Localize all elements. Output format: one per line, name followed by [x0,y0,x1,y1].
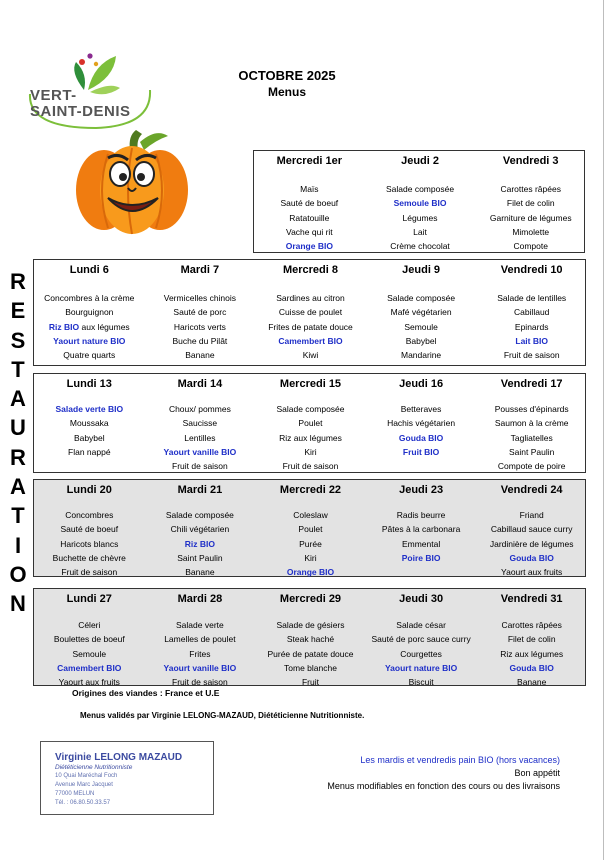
menu-item: Orange BIO [286,567,335,578]
enjoy-note: Bon appétit [514,768,560,778]
menu-item: Salade composée [386,184,455,194]
day-header: Lundi 20 [66,484,112,496]
menu-item [34,459,145,473]
day-column [476,374,587,473]
menu-item: Quatre quarts [63,350,116,361]
menu-item: Friand [519,510,544,520]
menu-item: Sauté de porc [173,307,227,318]
menu-item: Pousses d'épinards [494,404,569,414]
menu-item: Riz aux légumes [279,432,342,443]
day-header: Jeudi 23 [399,484,444,496]
footer-notes [260,754,560,793]
menu-item [34,320,145,334]
day-column [34,480,145,579]
day-column [145,480,256,579]
menu-item: Sauté de porc sauce curry [371,634,471,645]
menu-item: Orange BIO [285,241,333,252]
menu-item: Epinards [514,321,549,332]
menu-item: Sauté de boeuf [60,524,119,535]
menu-item: Sardines au citron [276,293,345,303]
menu-item: Purée de patate douce [267,648,354,659]
menu-item: Lentilles [184,432,216,443]
menu-item: Saint Paulin [509,446,555,457]
menu-item: Mafé végétarien [390,307,452,318]
menu-item: Tome blanche [284,662,337,673]
day-header: Vendredi 24 [500,484,563,496]
day-header: Mercredi 8 [282,264,338,276]
menu-item: Frites de patate douce [268,321,353,332]
menu-item: Salade composée [276,404,345,414]
vertical-letter: I [14,532,22,558]
origins-note: Origines des viandes : France et U.E [72,688,220,698]
day-column [255,480,366,579]
menu-item: Filet de colin [506,198,555,209]
vertical-label-restauration [8,267,28,619]
menu-item: Lait BIO [515,335,548,346]
day-header: Jeudi 30 [399,593,444,605]
menu-item: Poire BIO [401,552,441,563]
menu-item: Fruit de saison [172,461,228,472]
menu-item: Camembert BIO [278,335,343,346]
day-header: Vendredi 3 [502,155,559,167]
menu-item: Céleri [78,620,101,630]
menu-item: Banane [517,677,547,688]
menu-item: Gouda BIO [509,662,554,673]
week-box [33,588,586,686]
menu-item: Bourguignon [65,307,114,318]
menus-subtitle: Menus [267,85,306,99]
menu-item: Fruit BIO [402,446,440,457]
menu-item: Choux/ pommes [168,404,231,414]
menu-item: Riz BIO [184,538,215,549]
stamp-line: Avenue Marc Jacquet [55,782,113,788]
week-box [253,150,585,253]
week-box [33,373,586,473]
menu-item: Compote de poire [497,461,566,472]
vertical-letter: U [10,415,26,441]
menu-item: Yaourt aux fruits [58,677,120,688]
stamp-line: Tél. : 06.80.50.33.57 [55,800,111,806]
vertical-letter: T [11,356,25,382]
menu-item: Purée [299,538,322,549]
menu-item: Légumes [402,212,438,223]
day-column [145,374,256,473]
menu-item: Salade de gésiers [276,620,345,630]
menu-item: Hachis végétarien [387,418,456,429]
day-column [366,260,477,362]
day-header: Mercredi 1er [276,155,343,167]
day-header: Vendredi 31 [500,593,563,605]
day-column [255,260,366,362]
vertical-letter: S [10,327,26,353]
day-column [255,374,366,473]
day-column [254,151,365,253]
menu-item: Mandarine [401,350,442,361]
menu-item: Cabillaud sauce curry [490,524,573,535]
day-column [476,480,587,579]
menu-item: Salade composée [165,510,234,520]
menu-item: Yaourt nature BIO [384,662,458,673]
menu-item: Semoule [404,321,438,332]
menu-item: Emmental [401,538,441,549]
menu-item: Saint Paulin [177,552,223,563]
vertical-letter: E [10,298,26,324]
menu-item: Chili végétarien [170,524,230,535]
menu-item: Sauté de boeuf [280,198,339,209]
bio-label: Riz BIO [48,321,80,332]
day-column [34,374,145,473]
vertical-letter: A [10,474,26,500]
menu-item: Vache qui rit [286,226,333,237]
menu-item: Salade composée [387,293,456,303]
menu-item: Crème chocolat [390,241,450,252]
day-header: Mardi 28 [177,593,223,605]
day-column [34,589,145,689]
menu-item: Saumon à la crème [494,418,569,429]
menu-item: Coleslaw [293,510,328,520]
menu-item: Lamelles de poulet [164,634,236,645]
menu-item: Yaourt vanille BIO [163,446,237,457]
menu-item: Fruit [301,677,319,688]
menu-item: Ratatouille [289,212,330,223]
menu-item: Vermicelles chinois [163,293,237,303]
menu-item: Concombres à la crème [44,293,135,303]
dietitian-stamp [40,741,214,815]
menu-item: Boulettes de boeuf [53,634,125,645]
menu-item: Fruit de saison [503,350,560,361]
logo-line-1: VERT- [30,87,77,104]
menu-item: Saucisse [182,418,218,429]
menu-item: Yaourt aux fruits [501,567,563,578]
menu-item: Salade verte BIO [55,404,124,414]
menu-item: Riz aux légumes [500,648,564,659]
day-column [366,480,477,579]
stamp-role: Diététicienne Nutritionniste [55,764,133,771]
day-column [475,151,586,253]
day-header: Lundi 13 [66,378,112,390]
menu-item: Flan nappé [68,446,111,457]
modifiable-note: Menus modifiables en fonction des cours ou des livraisons [327,781,560,791]
menu-item-rest: aux légumes [79,321,130,332]
day-column [145,260,256,362]
menu-item: Salade césar [396,620,446,630]
day-header: Mardi 21 [177,484,223,496]
menu-item: Fruit de saison [61,567,118,578]
menu-item: Haricots blancs [60,538,119,549]
menu-item: Carottes râpées [501,620,562,630]
vertical-letter: R [10,444,26,470]
day-column [366,589,477,689]
week-box [33,479,586,577]
day-header: Jeudi 2 [401,155,439,167]
day-header: Mercredi 29 [279,593,342,605]
menu-item: Pâtes à la carbonara [381,524,461,535]
menu-item: Poulet [298,524,323,535]
menu-item: Yaourt nature BIO [53,335,126,346]
vertical-letter: A [10,386,26,412]
day-column [145,589,256,689]
menu-item: Filet de colin [507,634,556,645]
stamp-line: 77000 MELUN [55,791,95,797]
day-header: Jeudi 9 [402,264,441,276]
menu-item: Salade verte [176,620,224,630]
menu-item: Gouda BIO [398,432,444,443]
week-box [33,259,586,366]
day-column [476,260,587,362]
day-header: Lundi 27 [66,593,112,605]
day-column [255,589,366,689]
menu-item: Semoule [72,648,107,659]
menu-item: Lait [413,226,427,237]
day-column [365,151,476,253]
vertical-letter: N [10,591,26,617]
menu-item: Buchette de chèvre [52,552,126,563]
menu-item [366,565,477,579]
menu-item: Kiri [304,446,317,457]
day-header: Mercredi 22 [279,484,342,496]
day-header: Vendredi 17 [500,378,563,390]
vertical-letter: O [9,561,27,587]
day-header: Vendredi 10 [500,264,563,276]
day-header: Mercredi 15 [279,378,342,390]
month-title: OCTOBRE 2025 [238,68,336,83]
menu-item: Mimolette [512,226,550,237]
menu-item: Fruit de saison [172,677,228,688]
menu-item: Kiwi [302,350,319,361]
menu-item: Haricots verts [173,321,226,332]
menu-item: Poulet [298,418,323,429]
day-header: Jeudi 16 [399,378,444,390]
day-column [34,260,145,362]
menu-item: Steak haché [286,634,335,645]
menu-item: Jardinière de légumes [489,538,574,549]
menu-item: Biscuit [408,677,434,688]
page-edge [603,0,604,860]
stamp-name: Virginie LELONG MAZAUD [55,752,183,763]
menu-item: Fruit de saison [282,461,339,472]
menu-item: Buche du Pilât [172,335,228,346]
menu-item: Kiri [304,552,317,563]
menu-item: Courgettes [400,648,442,659]
day-header: Mardi 7 [180,264,220,276]
menu-item: Garniture de légumes [489,212,572,223]
bread-note: Les mardis et vendredis pain BIO (hors vacances) [360,755,560,765]
vertical-letter: R [10,269,26,294]
menu-item: Banane [185,567,215,578]
page-title [232,68,342,99]
menu-item: Semoule BIO [393,198,447,209]
menu-item: Gouda BIO [509,552,554,563]
menu-item: Yaourt vanille BIO [163,662,237,673]
menu-item: Cabillaud [513,307,550,318]
menu-item: Cuisse de poulet [278,307,343,318]
day-column [476,589,587,689]
logo-text [30,88,131,120]
day-header: Lundi 6 [69,264,109,276]
menu-item: Frites [189,648,211,659]
menu-item: Babybel [73,432,105,443]
menu-item: Betteraves [400,404,442,414]
menu-item: Carottes râpées [500,184,561,194]
menu-item: Maïs [300,184,319,194]
pumpkin-illustration [72,128,192,240]
menu-item: Radis beurre [396,510,446,520]
menu-item: Babybel [405,335,437,346]
menu-item [366,459,477,473]
menu-item: Concombres [65,510,114,520]
menu-item: Banane [185,350,215,361]
menu-item: Salade de lentilles [497,293,567,303]
menu-item: Camembert BIO [57,662,122,673]
validation-note: Menus validés par Virginie LELONG-MAZAUD, Diététicienne Nutritionniste. [80,711,365,720]
vertical-letter: T [11,503,25,529]
day-column [366,374,477,473]
menu-item: Moussaka [69,418,109,429]
menu-item: Compote [513,241,548,252]
stamp-line: 10 Quai Maréchal Foch [55,773,118,779]
logo-line-2: SAINT-DENIS [30,103,131,120]
menu-item: Tagliatelles [510,432,553,443]
day-header: Mardi 14 [177,378,223,390]
